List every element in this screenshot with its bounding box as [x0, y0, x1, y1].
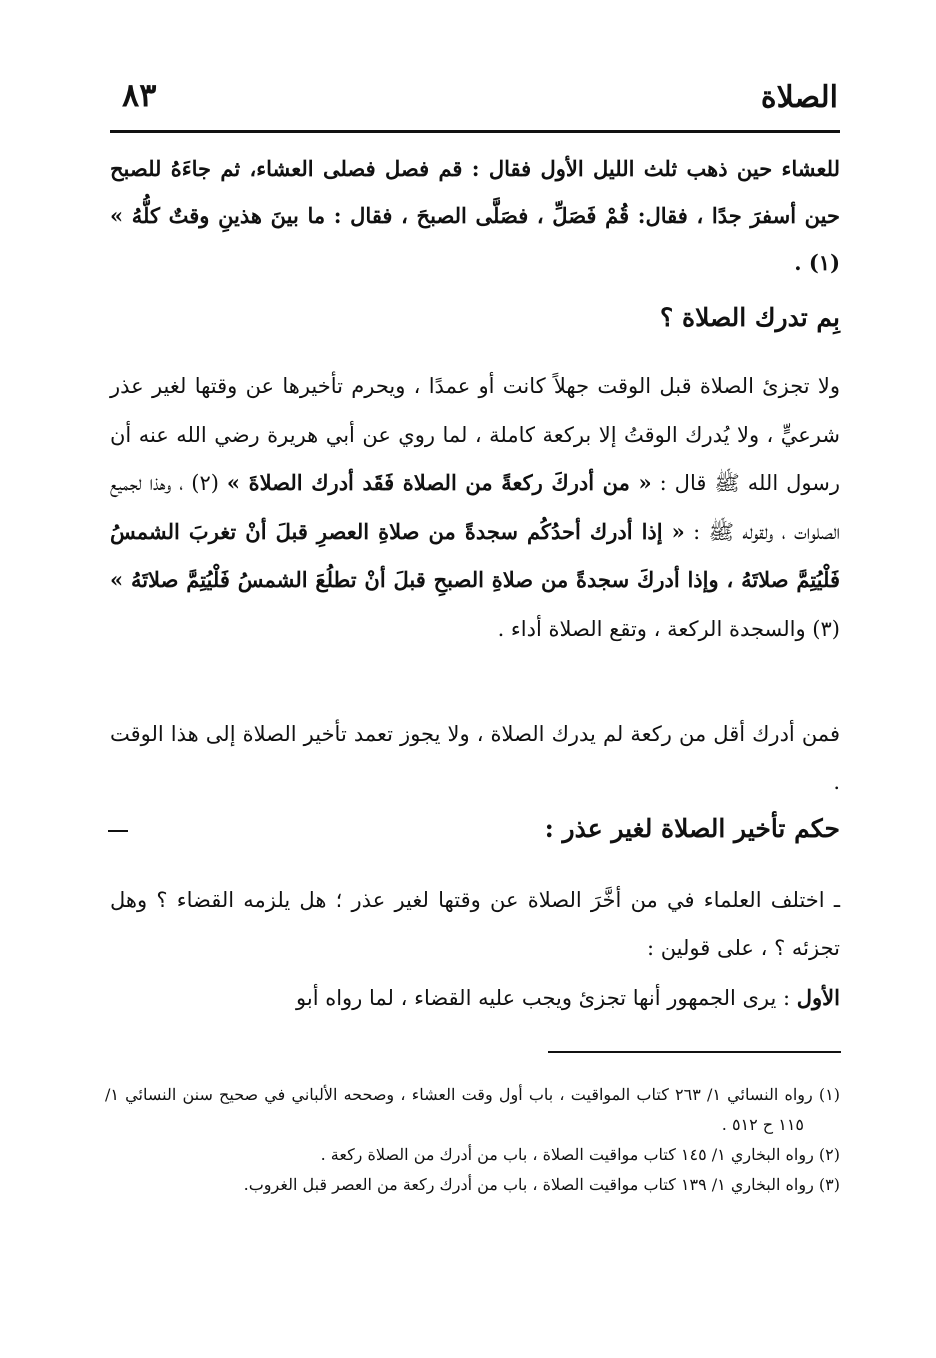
- continued-paragraph: للعشاء حين ذهب ثلث الليل الأول فقال : قم فصل فصلى العشاء، ثم جاءَهُ للصبح حين أسفرَ جدًا ، فقال: قُمْ فَصَلِّ ، فصَلَّى الصبحَ ، فقال : ما بينَ هذينِ وقتٌ كلُّهُ » (١) .: [110, 156, 840, 275]
- footnote: (٣) رواه البخاري ١/ ١٣٩ كتاب مواقيت الصلاة ، باب من أدرك ركعة من العصر قبل الغروب.: [243, 1175, 840, 1194]
- paragraph-first-opinion: [110, 974, 840, 1022]
- paragraph-catching-prayer: [110, 362, 840, 653]
- paragraph-scholars-differ: ـ اختلف العلماء في من أخَّرَ الصلاة عن وقتها لغير عذر ؛ هل يلزمه القضاء ؟ وهل تجزئه ؟ ، على قولين :: [110, 888, 840, 960]
- page-number: ٨٣: [122, 76, 157, 114]
- paragraph-text: : يرى الجمهور أنها تجزئ ويجب عليه القضاء ، لما رواه أبو: [296, 986, 797, 1010]
- hadith-quote: « من أدركَ ركعةً من الصلاة فَقَد أدرك الصلاةَ »: [226, 470, 652, 495]
- paragraph-less-than-rakah: فمن أدرك أقل من ركعة لم يدرك الصلاة ، ولا يجوز تعمد تأخير الصلاة إلى هذا الوقت .: [110, 722, 840, 794]
- paragraph-text: ولا تجزئ الصلاة قبل الوقت جهلاً كانت أو عمدًا ، ويحرم تأخيرها عن وقتها لغير عذر شرعيٍّ ، ولا يُدرك الوقتُ إلا بركعة كاملة ، لما روي عن أبي هريرة رضي الله عنه أن رسول الله ﷺ قال :: [110, 374, 840, 495]
- paragraph-text: (٢) ، وهذا لجميع الصلوات ، ولقوله ﷺ :: [110, 471, 840, 544]
- chapter-title: الصلاة: [760, 80, 838, 115]
- page-header: [110, 76, 838, 126]
- footnote-rule: [548, 1051, 841, 1053]
- footnote: (٢) رواه البخاري ١/ ١٤٥ كتاب مواقيت الصلاة ، باب من أدرك من الصلاة ركعة .: [320, 1145, 840, 1164]
- opinion-label: الأول: [796, 985, 840, 1010]
- hadith-quote: « إذا أدرك أحدُكُم سجدةً من صلاةِ العصرِ قبلَ أنْ تغربَ الشمسُ فَلْيُتِمَّ صلاتَهُ ، وإذا أدركَ سجدةً من صلاةِ الصبحِ قبلَ أنْ تطلُعَ الشمسُ فَلْيُتِمَّ صلاتَهُ »: [110, 518, 840, 592]
- margin-dash: [108, 830, 128, 832]
- section-heading-delaying-prayer: حكم تأخير الصلاة لغير عذر :: [544, 814, 840, 843]
- header-rule: [110, 130, 840, 133]
- footnote: (١) رواه النسائي ١/ ٢٦٣ كتاب المواقيت ، باب أول وقت العشاء ، وصححه الألباني في صحيح سنن النسائي ١/ ١١٥ ح ٥١٢ .: [105, 1085, 841, 1134]
- section-heading-when-prayer-is-caught: بِم تدرك الصلاة ؟: [660, 303, 840, 332]
- paragraph-text: (٣) والسجدة الركعة ، وتقع الصلاة أداء .: [497, 616, 840, 641]
- footnotes: [105, 1080, 840, 1200]
